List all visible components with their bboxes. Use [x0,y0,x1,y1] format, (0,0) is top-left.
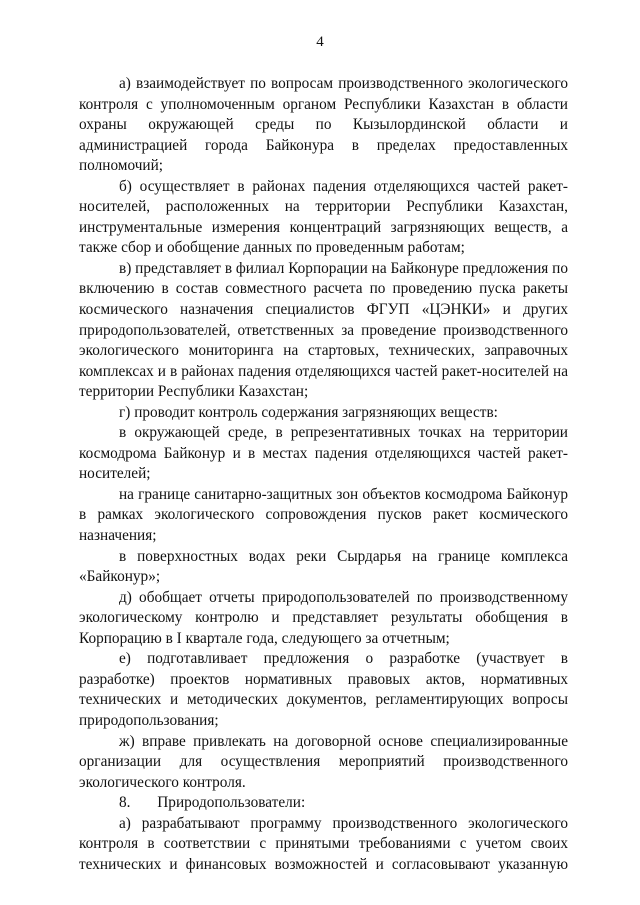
paragraph-sanitary-zones: на границе санитарно-защитных зон объектов космодрома Байконур в рамках экологического сопровождения пусков ракет космического назначения; [79,485,568,545]
paragraph-d-reports: д) обобщает отчеты природопользователей по производственному экологическому контролю и представляет результаты обобщения в Корпорацию в I квартале года, следующего за отчетным; [79,588,568,647]
section-8-heading: 8. Природопользователи: [119,794,306,812]
paragraph-zh-contractors: ж) вправе привлекать на договорной основе специализированные организации для осуществления мероприятий производственного экологического контроля. [79,732,568,791]
paragraph-a-interaction: а) взаимодействует по вопросам производственного экологического контроля с уполномоченным органом Республики Казахстан в области охраны окружающей среды по Кызылординской области и администрацией города Байконура в пределах предоставленных полномочий; [79,75,568,175]
paragraph-g-control: г) проводит контроль содержания загрязняющих веществ: [119,403,498,421]
paragraph-environment: в окружающей среде, в репрезентативных точках на территории космодрома Байконур и в местах падения отделяющихся частей ракет-носителей; [79,424,568,483]
paragraph-surface-water: в поверхностных водах реки Сырдарья на границе комплекса «Байконур»; [79,547,568,586]
paragraph-v-proposals: в) представляет в филиал Корпорации на Байконуре предложения по включению в состав совместного расчета по проведению пуска ракеты космического назначения специалистов ФГУП «ЦЭНКИ» и других природопользователей, ответственных за проведение производственного экологического мониторинга на стартовых, технических, заправочных комплексах и в районах падения отделяющихся частей ракет-носителей на территории Республики Казахстан; [79,259,568,401]
paragraph-b-measurements: б) осуществляет в районах падения отделяющихся частей ракет-носителей, расположенных на территории Республики Казахстан, инструментальные измерения концентраций загрязняющих веществ, а также сбор и обобщение данных по проведенным работам; [79,177,568,257]
paragraph-8a-program: а) разрабатывают программу производственного экологического контроля в соответствии с принятыми требованиями с учетом своих технических и финансовых возможностей и согласовывают указанную [79,814,568,873]
page-number: 4 [316,34,324,50]
document-body [79,74,568,875]
paragraph-e-normative-docs: е) подготавливает предложения о разработке (участвует в разработке) проектов нормативных правовых актов, нормативных технических и методических документов, регламентирующих вопросы природопользования; [79,650,568,729]
